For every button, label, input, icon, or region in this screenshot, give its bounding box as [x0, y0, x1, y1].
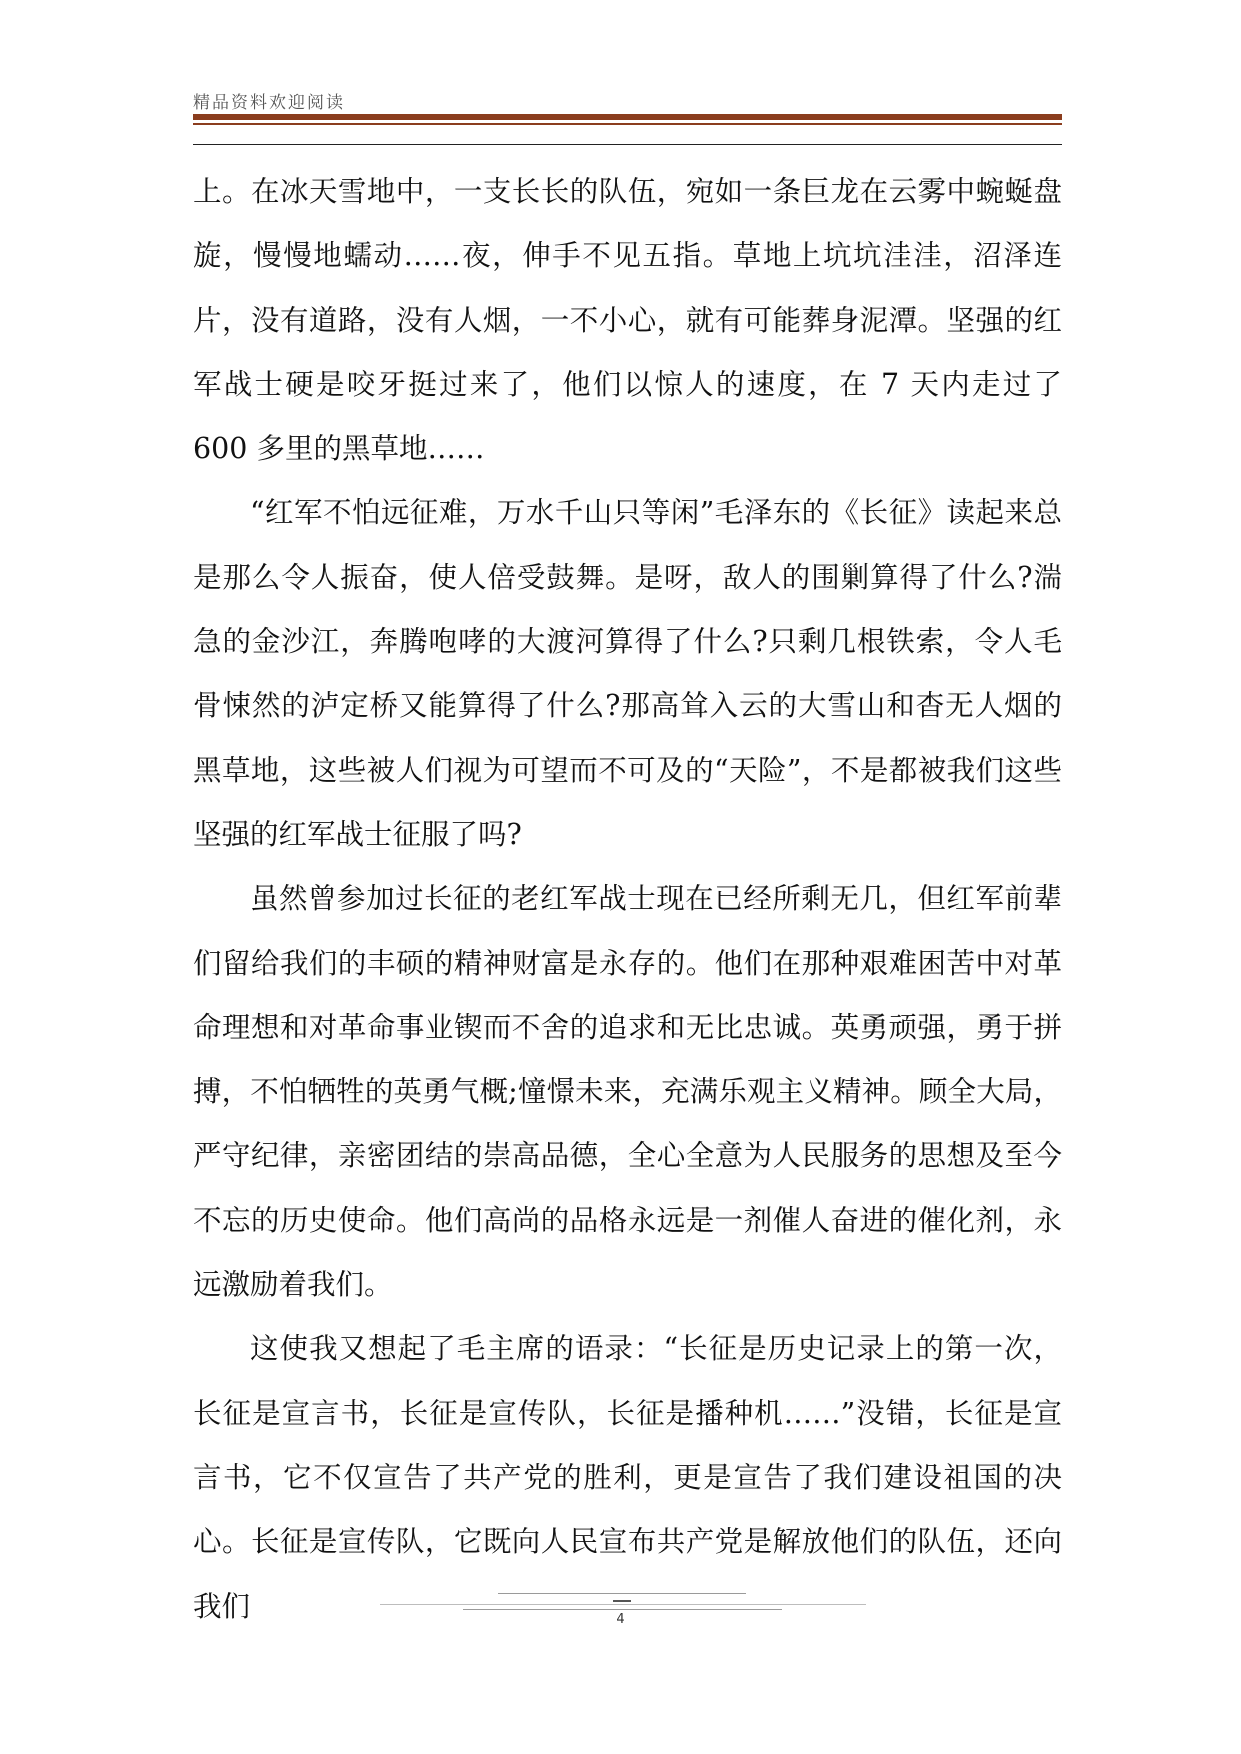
header-rule-dark [193, 144, 1062, 145]
document-body [193, 160, 1062, 1639]
footer-mark [613, 1600, 631, 1602]
paragraph: 上。在冰天雪地中，一支长长的队伍，宛如一条巨龙在云雾中蜿蜒盘旋，慢慢地蠕动……夜，伸手不见五指。草地上坑坑洼洼，沼泽连片，没有道路，没有人烟，一不小心，就有可能葬身泥潭。坚强的红军战士硬是咬牙挺过来了，他们以惊人的速度，在 7 天内走过了 600 多里的黑草地…… [193, 175, 1062, 466]
footer-rule [463, 1609, 782, 1610]
footer-rule [498, 1593, 746, 1594]
paragraph: 虽然曾参加过长征的老红军战士现在已经所剩无几，但红军前辈们留给我们的丰硕的精神财富是永存的。他们在那种艰难困苦中对革命理想和对革命事业锲而不舍的追求和无比忠诚。英勇顽强，勇于拼搏，不怕牺牲的英勇气概;憧憬未来，充满乐观主义精神。顾全大局，严守纪律，亲密团结的崇高品德，全心全意为人民服务的思想及至今不忘的历史使命。他们高尚的品格永远是一剂催人奋进的催化剂，永远激励着我们。 [193, 882, 1062, 1302]
header-title: 精品资料欢迎阅读 [193, 93, 345, 113]
footer-rule [380, 1604, 866, 1605]
page-number: 4 [616, 1612, 625, 1627]
paragraph: 这使我又想起了毛主席的语录：“长征是历史记录上的第一次，长征是宣言书，长征是宣传队，长征是播种机……”没错，长征是宣言书，它不仅宣告了共产党的胜利，更是宣告了我们建设祖国的决心。长征是宣传队，它既向人民宣布共产党是解放他们的队伍，还向我们 [193, 1332, 1062, 1623]
header-rule-thick [193, 114, 1062, 120]
paragraph: “红军不怕远征难，万水千山只等闲”毛泽东的《长征》读起来总是那么令人振奋，使人倍受鼓舞。是呀，敌人的围剿算得了什么?湍急的金沙江，奔腾咆哮的大渡河算得了什么?只剩几根铁索，令人毛骨悚然的泸定桥又能算得了什么?那高耸入云的大雪山和杳无人烟的黑草地，这些被人们视为可望而不可及的“天险”，不是都被我们这些坚强的红军战士征服了吗? [193, 496, 1062, 851]
header-rule-thin [193, 123, 1062, 125]
